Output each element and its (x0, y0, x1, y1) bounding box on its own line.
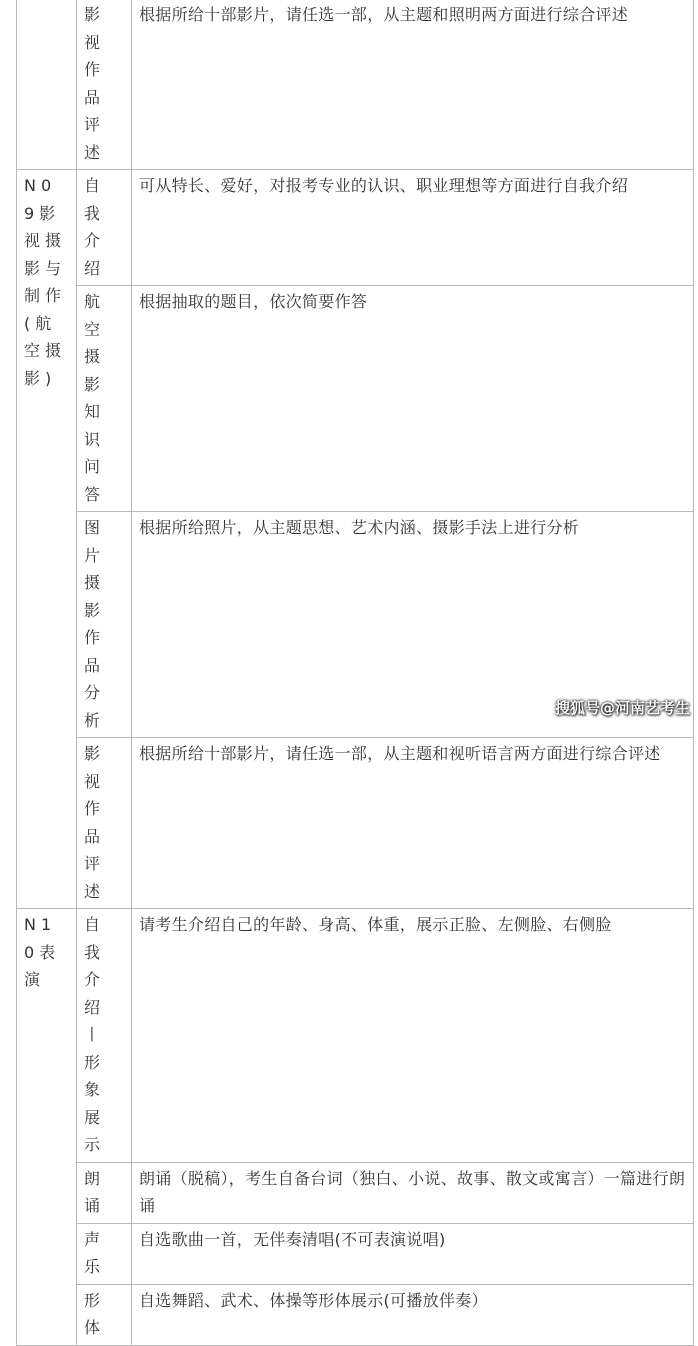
major-cell (17, 0, 77, 170)
test-item-cell: 形体 (77, 1284, 132, 1345)
requirement-cell: 朗诵（脱稿），考生自备台词（独白、小说、故事、散文或寓言）一篇进行朗诵 (132, 1162, 694, 1223)
requirement-cell: 自选舞蹈、武术、体操等形体展示(可播放伴奏） (132, 1284, 694, 1345)
test-item-cell: 影视作品评述 (77, 0, 132, 170)
test-item-cell: 自我介绍 (77, 170, 132, 286)
table-row (17, 170, 694, 286)
test-item-cell: 自我介绍丨形象展示 (77, 909, 132, 1163)
exam-content-table (16, 0, 694, 1346)
requirement-cell: 根据所给十部影片，请任选一部，从主题和照明两方面进行综合评述 (132, 0, 694, 170)
requirement-cell: 自选歌曲一首，无伴奏清唱(不可表演说唱) (132, 1223, 694, 1284)
table-row (17, 1223, 694, 1284)
major-cell: N09影视摄影与制作(航空摄影) (17, 170, 77, 909)
requirement-cell: 可从特长、爱好，对报考专业的认识、职业理想等方面进行自我介绍 (132, 170, 694, 286)
table-row (17, 1284, 694, 1345)
test-item-cell: 声乐 (77, 1223, 132, 1284)
major-cell: N10表演 (17, 909, 77, 1346)
table-row (17, 0, 694, 170)
test-item-cell: 影视作品评述 (77, 738, 132, 909)
test-item-cell: 航空摄影知识问答 (77, 286, 132, 512)
table-row (17, 1162, 694, 1223)
watermark: 搜狐号@河南艺考生 (554, 699, 690, 717)
requirement-cell: 根据所给十部影片，请任选一部，从主题和视听语言两方面进行综合评述 (132, 738, 694, 909)
requirement-cell: 根据所给照片，从主题思想、艺术内涵、摄影手法上进行分析 (132, 512, 694, 738)
requirement-cell: 请考生介绍自己的年龄、身高、体重，展示正脸、左侧脸、右侧脸 (132, 909, 694, 1163)
requirement-cell: 根据抽取的题目，依次简要作答 (132, 286, 694, 512)
test-item-cell: 朗诵 (77, 1162, 132, 1223)
table-row (17, 909, 694, 1163)
test-item-cell: 图片摄影作品分析 (77, 512, 132, 738)
table-row (17, 286, 694, 512)
table-row (17, 738, 694, 909)
